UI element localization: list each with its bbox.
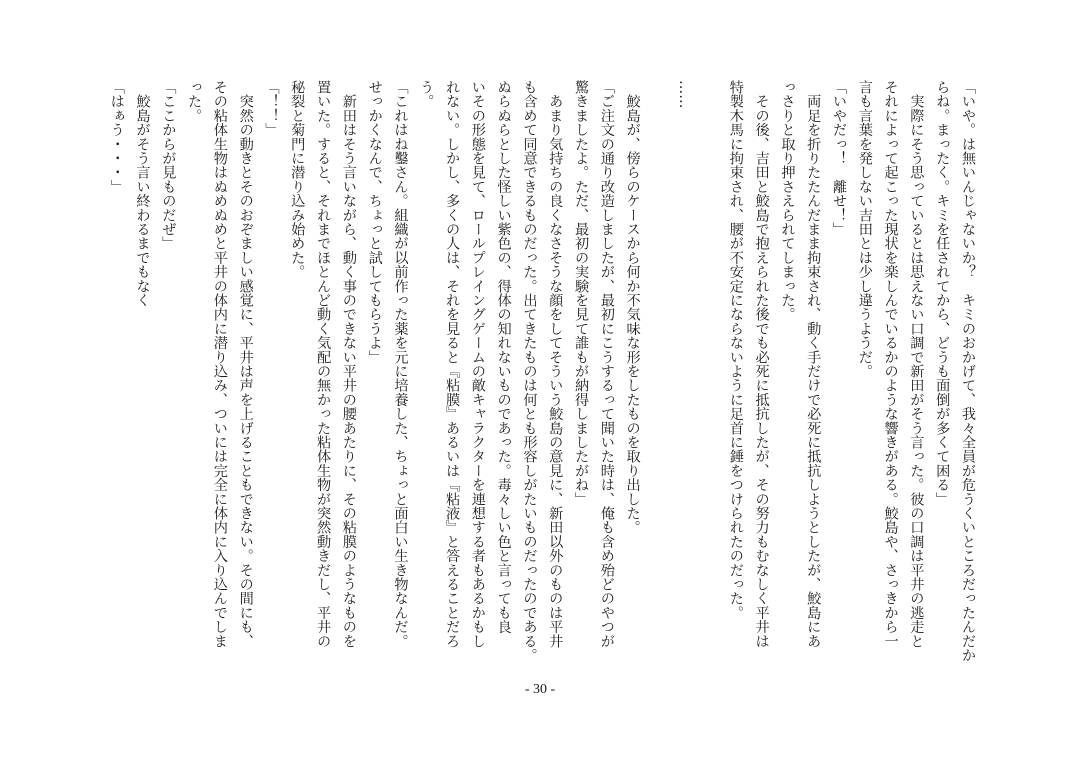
text-line: 「はぁう・・・」 <box>108 80 125 194</box>
text-line: 鮫島がそう言い終わるまでもなく <box>134 80 151 308</box>
page-number: - 30 - <box>524 682 556 697</box>
text-line: った。 <box>186 80 203 123</box>
text-line: 秘裂と菊門に潜り込み始めた。 <box>289 80 306 279</box>
text-line: いその形態を見て、ロールプレイングゲームの敵キャラクターを連想する者もあるかもし <box>469 80 486 648</box>
text-line: 「ご注文の通り改造しましたが、最初にこうするって聞いた時は、俺も含め殆どのやつが <box>598 80 615 648</box>
text-line: その粘体生物はぬめぬめと平井の体内に潜り込み、ついには完全に体内に入り込んでしま <box>211 80 228 648</box>
text-line: ぬらぬらとした怪しい紫色の、得体の知れないものであった。毒々しい色と言っても良 <box>495 80 512 634</box>
text-line: 鮫島が、傍らのケースから何か不気味な形をしたものを取り出した。 <box>624 80 641 535</box>
text-line: 両足を折りたたんだまま拘束され、動く手だけで必死に抵抗しようとしたが、鮫島にあ <box>805 80 822 648</box>
text-line: その後、吉田と鮫島で抱えられた後でも必死に抵抗したが、その努力もむなしく平井は <box>753 80 770 648</box>
text-line: 突然の動きとそのおぞましい感覚に、平井は声を上げることもできない。その間にも、 <box>237 80 254 648</box>
text-line: 「これはね鑿さん。組織が以前作った薬を元に培養した、ちょっと面白い生き物なんだ。 <box>392 80 409 648</box>
text-line: 特製木馬に拘束され、腰が不安定にならないように足首に錘をつけられたのだった。 <box>727 80 744 620</box>
text-line: らね。まったく。キミを任されてから、どうも面倒が多くて困る」 <box>934 80 951 506</box>
text-line: 言も言葉を発しない吉田とは少し違うようだ。 <box>856 80 873 379</box>
text-line: っさりと取り押さえられてしまった。 <box>779 80 796 322</box>
text-line: 「いや。は無いんじゃないか？ キミのおかげて、我々全員が危うくいところだったんだか <box>960 80 976 663</box>
text-line: …… <box>676 80 693 109</box>
text-line: 新田はそう言いながら、動く事のできない平井の腰あたりに、その粘膜のようなものを <box>340 80 357 648</box>
blank-line <box>696 80 722 670</box>
text-line: 「いやだっ！ 離せ！」 <box>831 80 848 237</box>
blank-line <box>645 80 671 670</box>
text-line: 置いた。すると、それまでほとんど動く気配の無かった粘体生物が突然動きだし、平井の <box>315 80 332 648</box>
text-line: う。 <box>418 80 435 109</box>
text-line: 「！！」 <box>263 80 280 137</box>
text-line: も含めて同意できるものだった。出てきたものは何とも形容しがたいものだったのである。 <box>521 80 538 663</box>
text-line: 実際にそう思っているとは思えない口調で新田がそう言った。彼の口調は平井の逃走と <box>908 80 925 648</box>
text-line: れない。しかし、多くの人は、それを見ると『粘膜』あるいは『粘液』と答えることだろ <box>444 80 461 648</box>
vertical-text-body <box>90 80 980 670</box>
text-line: 驚きましたよ。ただ、最初の実験を見て誰もが納得しましたがね」 <box>573 80 590 506</box>
text-line: あまり気持ちの良くなさそうな顔をしてそういう鮫島の意見に、新田以外のものは平井 <box>547 80 564 648</box>
text-line: それによって起こった現状を楽しんでいるかのような響きがある。鮫島や、さっきから一 <box>882 80 899 648</box>
text-line: せっかくなんで、ちょっと試してもらうよ」 <box>366 80 383 364</box>
text-line: 「ここからが見ものだぜ」 <box>160 80 177 251</box>
